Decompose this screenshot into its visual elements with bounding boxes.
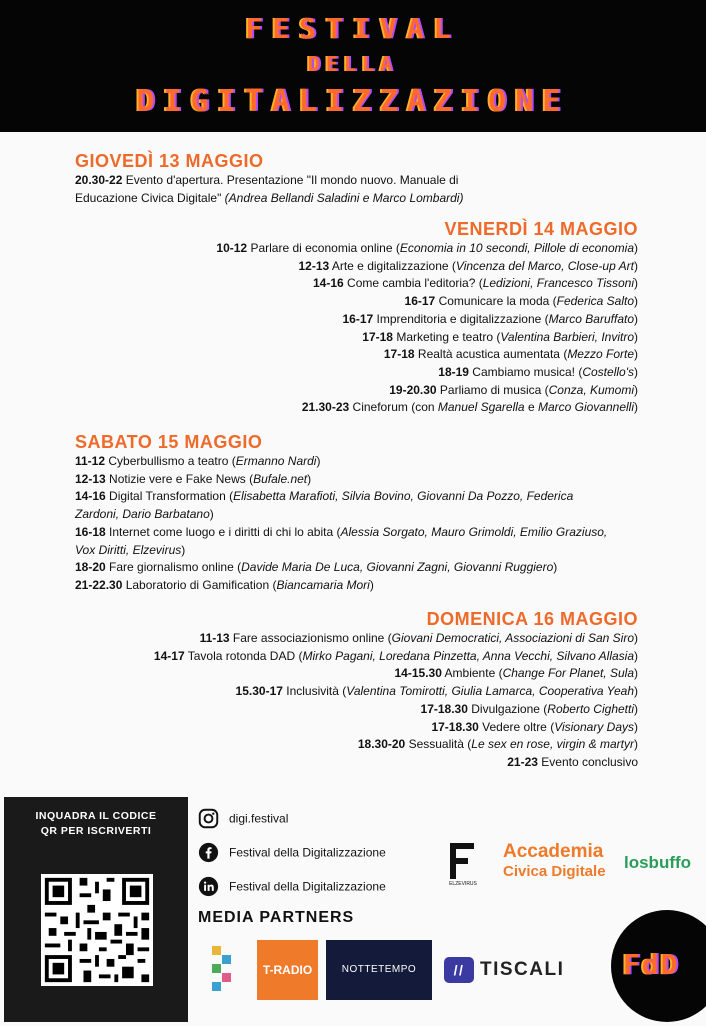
day-title-saturday: SABATO 15 MAGGIO bbox=[75, 432, 263, 452]
instagram-link[interactable] bbox=[198, 808, 288, 829]
event-line: 17-18 Marketing e teatro (Valentina Barbieri, Invitro) bbox=[362, 329, 638, 344]
facebook-icon bbox=[198, 842, 219, 863]
qr-label: INQUADRA IL CODICE QR PER ISCRIVERTI bbox=[35, 810, 157, 837]
qr-code[interactable] bbox=[41, 874, 153, 986]
event-line: 19-20.30 Parliamo di musica (Conza, Kumomi) bbox=[389, 382, 638, 397]
elzevirus-logo bbox=[448, 842, 478, 886]
day-events-thursday bbox=[75, 172, 635, 207]
event-line: 20.30-22 Evento d'apertura. Presentazione "Il mondo nuovo. Manuale di bbox=[75, 173, 459, 187]
day-events-sunday bbox=[78, 630, 638, 772]
event-line: Educazione Civica Digitale" (Andrea Bellandi Saladini e Marco Lombardi) bbox=[75, 190, 464, 205]
media-partners-title: MEDIA PARTNERS bbox=[198, 909, 355, 926]
linkedin-icon bbox=[198, 876, 219, 897]
event-line: 14-16 Come cambia l'editoria? (Ledizioni, Francesco Tissoni) bbox=[312, 276, 638, 291]
day-events-friday bbox=[78, 240, 638, 417]
event-line: 21-22.30 Laboratorio di Gamification (Biancamaria Mori) bbox=[75, 577, 374, 592]
event-line: 18-19 Cambiamo musica! (Costello's) bbox=[438, 364, 638, 379]
day-title-friday: VENERDÌ 14 MAGGIO bbox=[444, 219, 638, 239]
event-line: 10-12 Parlare di economia online (Economia in 10 secondi, Pillole di economia) bbox=[216, 241, 638, 255]
linkedin-name: Festival della Digitalizzazione bbox=[229, 879, 386, 894]
event-line: 21.30-23 Cineforum (con Manuel Sgarella e Marco Giovannelli) bbox=[301, 400, 638, 415]
accademia-civica-digitale-logo: Accademia Civica Digitale bbox=[503, 841, 606, 880]
event-line: 14-16 Digital Transformation (Elisabetta Marafioti, Silvia Bovino, Giovanni Da Pozzo, Federica Zardoni, Dario Barbatano) bbox=[75, 489, 574, 522]
facebook-link[interactable] bbox=[198, 842, 386, 863]
tiscali-mark-icon: // bbox=[444, 957, 474, 983]
instagram-handle: digi.festival bbox=[229, 811, 289, 826]
event-line: 16-17 Comunicare la moda (Federica Salto) bbox=[404, 294, 638, 309]
linkedin-link[interactable] bbox=[198, 876, 386, 897]
event-line: 14-17 Tavola rotonda DAD (Mirko Pagani, Loredana Pinzetta, Anna Vecchi, Silvano Allasia) bbox=[153, 648, 638, 663]
svg-text:ELZEVIRUS: ELZEVIRUS bbox=[449, 881, 477, 886]
festival-header bbox=[0, 0, 706, 132]
instagram-icon bbox=[198, 808, 219, 829]
event-line: 11-13 Fare associazionismo online (Giovani Democratici, Associazioni di San Siro) bbox=[199, 631, 638, 645]
event-line: 17-18.30 Vedere oltre (Visionary Days) bbox=[431, 719, 638, 734]
tiscali-partner-logo: // TISCALI bbox=[444, 957, 564, 983]
header-digitalizzazione: DIGITALIZZAZIONE bbox=[136, 84, 570, 119]
header-festival: FESTIVAL bbox=[245, 12, 461, 45]
qr-registration-box bbox=[4, 797, 188, 1022]
nottetempo-partner-logo: NOTTETEMPO bbox=[326, 940, 432, 1000]
event-line: 16-17 Imprenditoria e digitalizzazione (Marco Baruffato) bbox=[342, 311, 638, 326]
event-line: 16-18 Internet come luogo e i diritti di chi lo abita (Alessia Sorgato, Mauro Grimoldi, Emilio Graziuso, Vox Diritti, Elzevirus) bbox=[75, 524, 608, 557]
day-events-saturday bbox=[75, 453, 635, 595]
day-title-sunday: DOMENICA 16 MAGGIO bbox=[426, 609, 638, 629]
event-line: 17-18 Realtà acustica aumentata (Mezzo Forte) bbox=[383, 347, 638, 362]
radio-partner-logo: T-RADIO bbox=[257, 940, 318, 1000]
event-line: 12-13 Notizie vere e Fake News (Bufale.net) bbox=[75, 471, 312, 486]
event-line: 21-23 Evento conclusivo bbox=[507, 754, 638, 769]
event-line: 14-15.30 Ambiente (Change For Planet, Sula) bbox=[394, 666, 638, 681]
event-line: 17-18.30 Divulgazione (Roberto Cighetti) bbox=[420, 701, 638, 716]
header-della: DELLA bbox=[307, 52, 399, 76]
event-line: 15.30-17 Inclusività (Valentina Tomirotti, Giulia Lamarca, Cooperativa Yeah) bbox=[235, 684, 638, 699]
event-line: 11-12 Cyberbullismo a teatro (Ermanno Nardi) bbox=[75, 454, 321, 468]
event-line: 18-20 Fare giornalismo online (Davide Maria De Luca, Giovanni Zagni, Giovanni Ruggiero) bbox=[75, 560, 558, 575]
media-partner-strip-logo bbox=[210, 946, 234, 992]
losbuffo-logo: losbuffo bbox=[624, 853, 692, 872]
event-line: 18.30-20 Sessualità (Le sex en rose, virgin & martyr) bbox=[357, 737, 638, 752]
fdd-logo-text: FdD bbox=[623, 948, 680, 981]
day-title-thursday: GIOVEDÌ 13 MAGGIO bbox=[75, 151, 264, 171]
event-line: 12-13 Arte e digitalizzazione (Vincenza del Marco, Close-up Art) bbox=[298, 258, 638, 273]
facebook-name: Festival della Digitalizzazione bbox=[229, 845, 386, 860]
